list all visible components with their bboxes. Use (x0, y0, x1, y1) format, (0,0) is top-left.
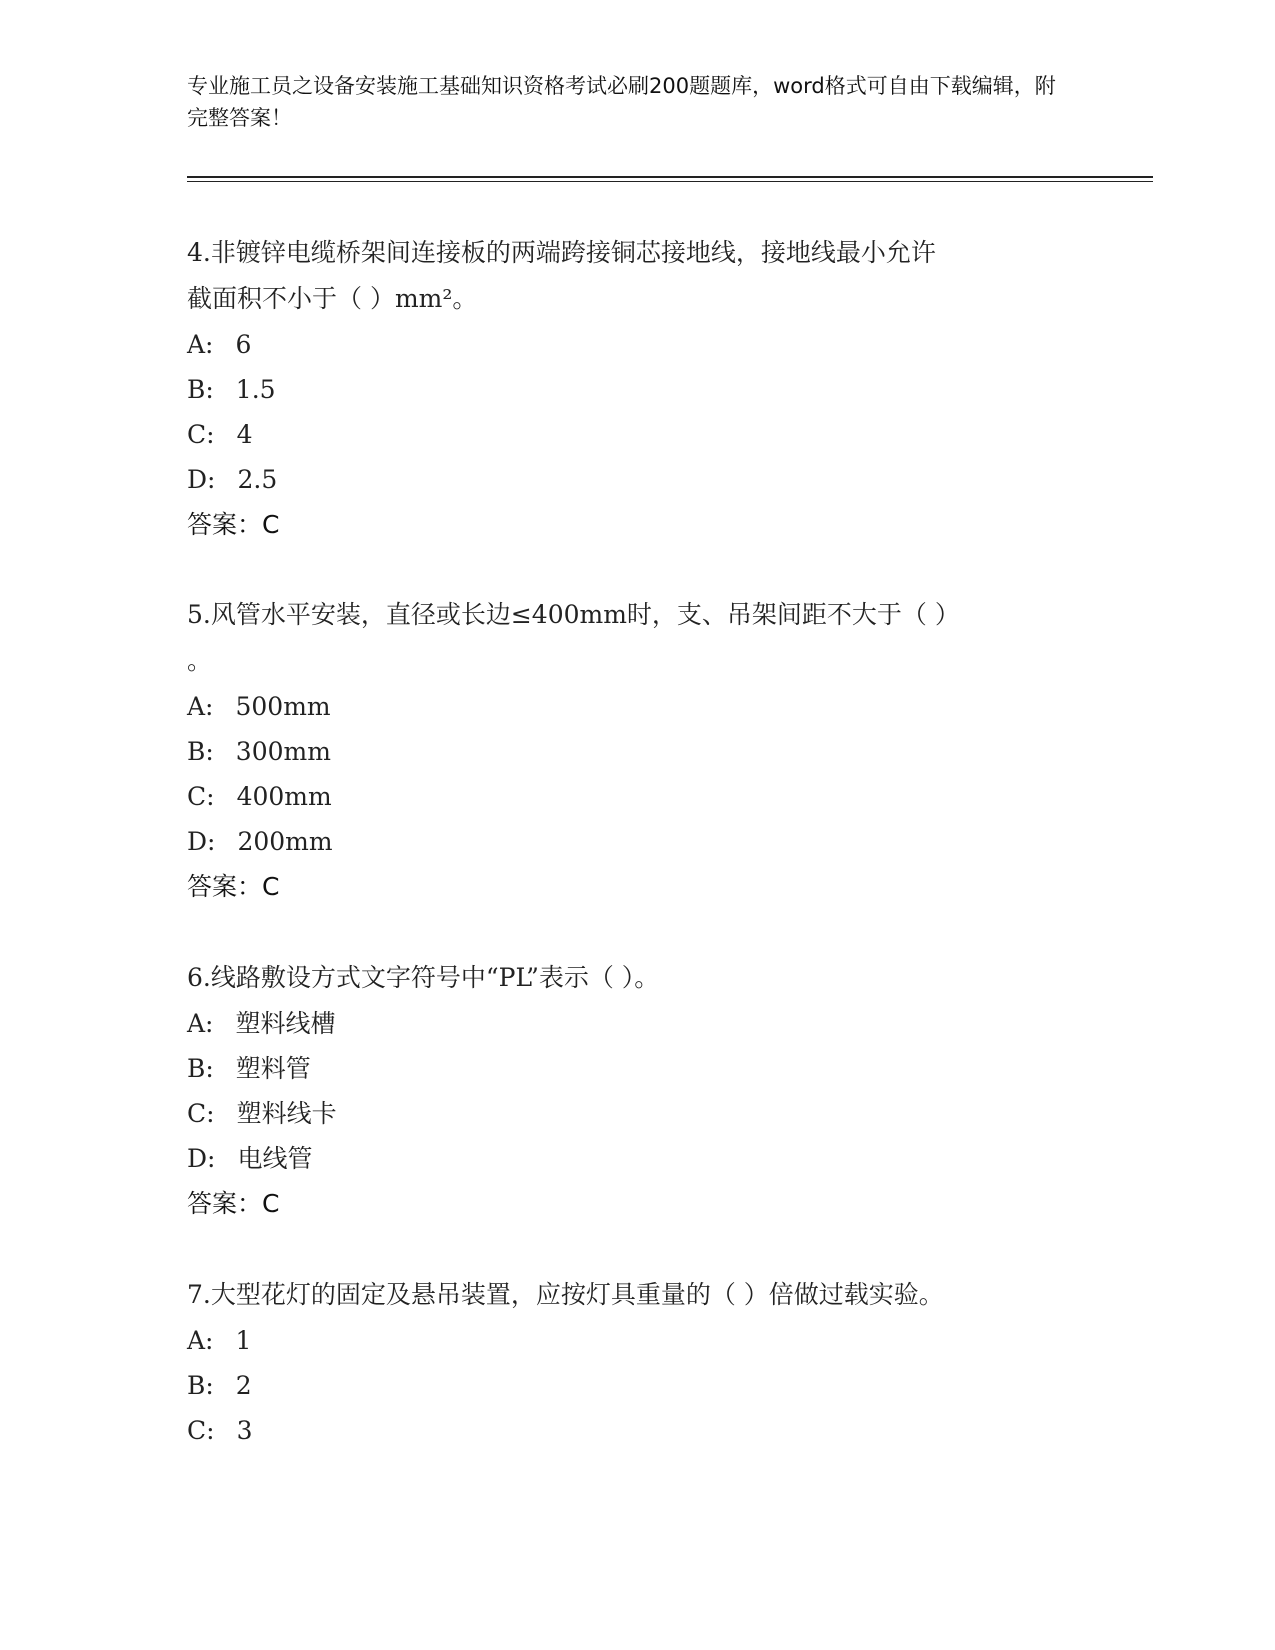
option-b (187, 1046, 1067, 1091)
option-text: 3 (236, 1416, 253, 1445)
option-b (187, 367, 1067, 412)
question-stem: 4.非镀锌电缆桥架间连接板的两端跨接铜芯接地线，接地线最小允许 (187, 238, 936, 267)
option-label: A: (187, 1326, 214, 1355)
option-a (187, 1318, 1067, 1363)
option-text: 400mm (236, 782, 332, 811)
option-label: D: (187, 827, 216, 856)
option-c (187, 412, 1067, 457)
option-a (187, 684, 1067, 729)
option-label: A: (187, 692, 214, 721)
question-4 (187, 230, 1067, 548)
option-text: 2.5 (237, 465, 278, 494)
option-label: B: (187, 1371, 214, 1400)
option-d (187, 1136, 1067, 1181)
option-label: C: (187, 1416, 215, 1445)
option-text: 塑料管 (235, 1054, 311, 1083)
option-d (187, 819, 1067, 864)
option-c (187, 1408, 1067, 1453)
option-label: A: (187, 330, 214, 359)
option-text: 6 (235, 330, 252, 359)
question-5 (187, 592, 1067, 910)
option-c (187, 1091, 1067, 1136)
option-b (187, 1363, 1067, 1408)
option-text: 200mm (237, 827, 333, 856)
option-label: C: (187, 420, 215, 449)
option-text: 塑料线槽 (235, 1009, 336, 1038)
question-stem: 7.大型花灯的固定及悬吊装置，应按灯具重量的（ ）倍做过载实验。 (187, 1280, 944, 1309)
answer-text: 答案：C (187, 510, 280, 539)
option-text: 300mm (235, 737, 331, 766)
option-d (187, 457, 1067, 502)
question-stem: 6.线路敷设方式文字符号中“PL”表示（ ）。 (187, 963, 660, 992)
option-label: C: (187, 1099, 215, 1128)
option-text: 1.5 (235, 375, 276, 404)
question-7 (187, 1272, 1067, 1453)
option-text: 4 (236, 420, 253, 449)
option-label: B: (187, 737, 214, 766)
option-label: D: (187, 465, 216, 494)
question-stem: 5.风管水平安装，直径或长边≤400mm时，支、吊架间距不大于（ ） (187, 600, 960, 629)
option-label: B: (187, 375, 214, 404)
option-c (187, 774, 1067, 819)
question-6 (187, 955, 1067, 1227)
question-stem-continued: 。 (187, 646, 213, 675)
answer-text: 答案：C (187, 872, 280, 901)
option-label: B: (187, 1054, 214, 1083)
option-text: 电线管 (237, 1144, 313, 1173)
option-text: 塑料线卡 (236, 1099, 337, 1128)
option-text: 1 (235, 1326, 252, 1355)
document-header-text: 专业施工员之设备安装施工基础知识资格考试必刷200题题库，word格式可自由下载编辑，附完整答案！ (187, 74, 1056, 130)
option-text: 500mm (235, 692, 331, 721)
header-divider-thin (187, 181, 1153, 182)
option-a (187, 1001, 1067, 1046)
option-label: C: (187, 782, 215, 811)
question-stem-continued: 截面积不小于（ ）mm²。 (187, 284, 478, 313)
option-text: 2 (235, 1371, 252, 1400)
option-label: D: (187, 1144, 216, 1173)
answer-text: 答案：C (187, 1189, 280, 1218)
option-label: A: (187, 1009, 214, 1038)
option-b (187, 729, 1067, 774)
option-a (187, 322, 1067, 367)
header-divider-thick (187, 176, 1153, 178)
